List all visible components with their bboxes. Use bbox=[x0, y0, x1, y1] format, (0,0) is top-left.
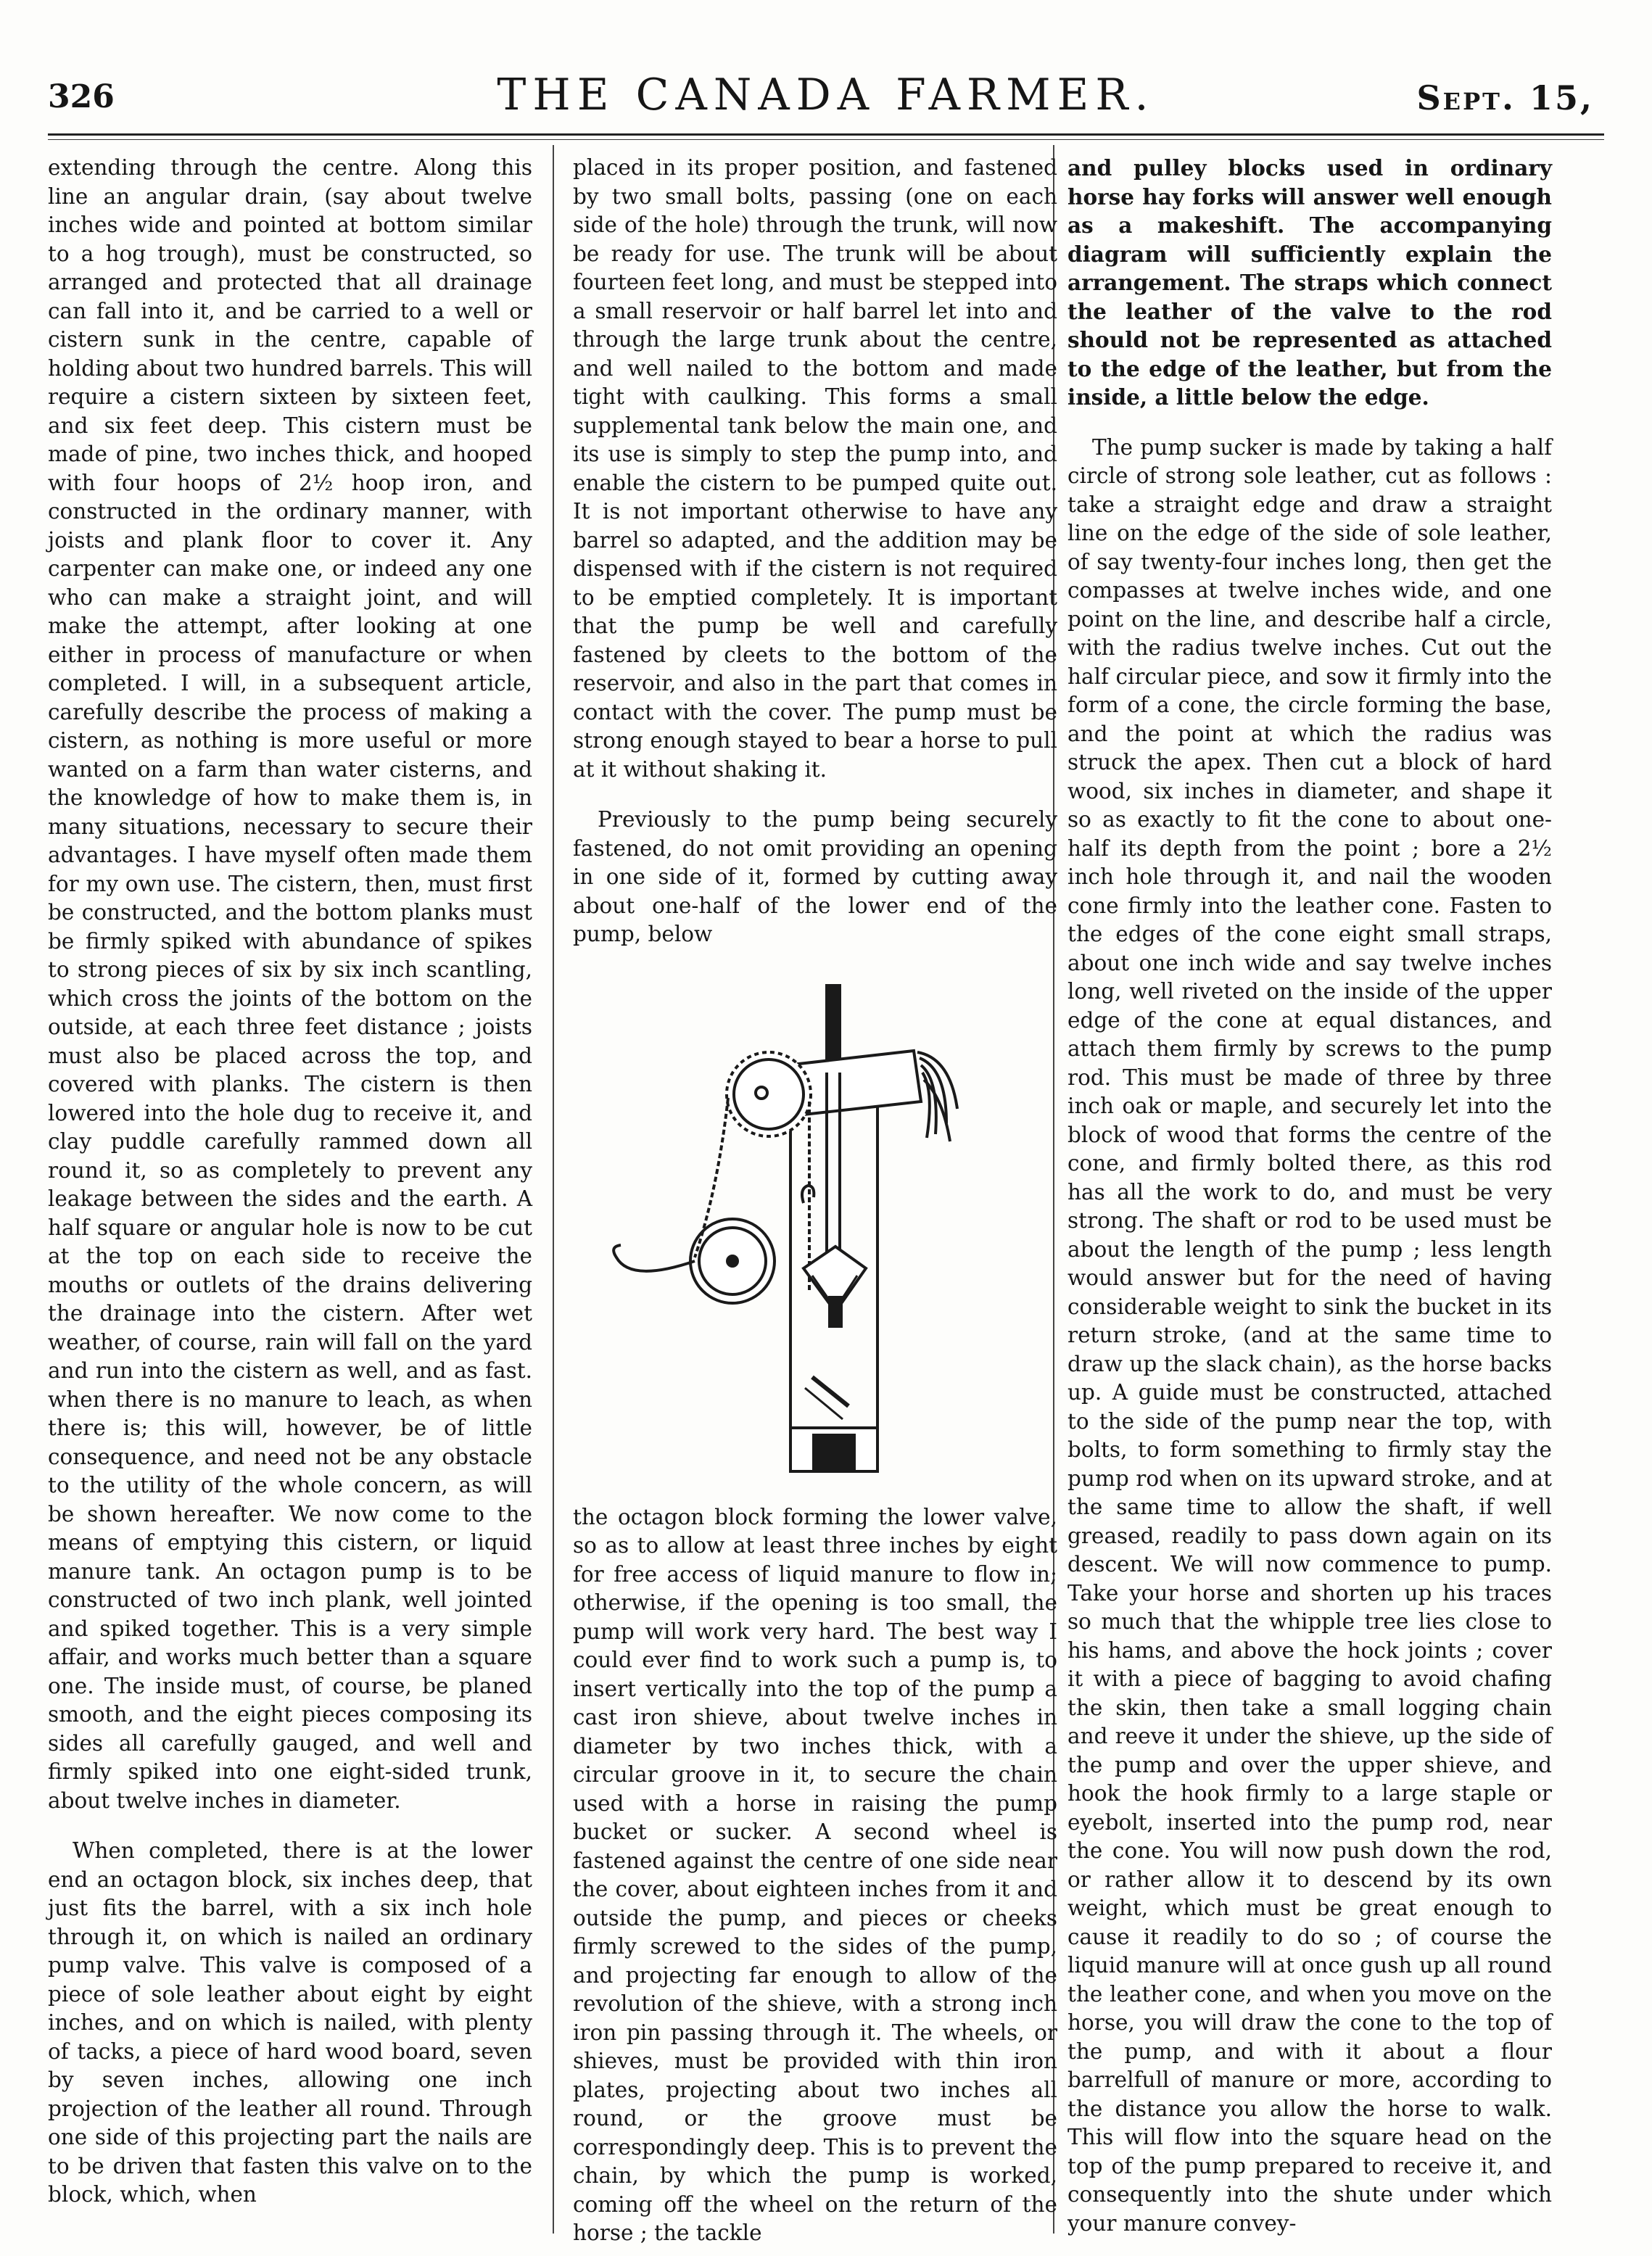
page-header bbox=[0, 70, 1652, 128]
header-rule-thin bbox=[48, 139, 1604, 140]
article-column-1 bbox=[48, 154, 532, 2231]
issue-date: Sept. 15, bbox=[1416, 78, 1594, 117]
article-paragraph: The pump sucker is made by taking a half circle of strong sole leather, cut as follows : take a straight edge and draw a straight line on the edge of the side of sole leather, of say twenty-four inches long, then get the compasses at twelve inches wide, and one point on the line, and describe half a circle, with the radius twelve inches. Cut out the half circular piece, and sow it firmly into the form of a cone, the circle forming the base, and the point at which the radius was struck the apex. Then cut a block of hard wood, six inches in diameter, and shape it so as exactly to fit the cone to about one-half its depth from the point ; bore a 2½ inch hole through it, and nail the wooden cone firmly into the leather cone. Fasten to the edges of the cone eight small straps, about one inch wide and say twelve inches long, well riveted on the inside of the upper edge of the cone at equal distances, and attach them firmly by screws to the pump rod. This must be made of three by three inch oak or maple, and securely let into the block of wood that forms the centre of the cone, and firmly bolted there, as this rod has all the work to do, and must be very strong. The shaft or rod to be used must be about the length of the pump ; less length would answer but for the need of having considerable weight to sink the bucket in its return stroke, (and at the same time to draw up the slack chain), as the horse backs up. A guide must be constructed, attached to the side of the pump near the top, with bolts, to form something to firmly stay the pump rod when on its upward stroke, and at the same time to allow the shaft, if well greased, readily to pass down again on its descent. We will now commence to pump. Take your horse and shorten up his traces so much that the whipple tree lies close to his hams, and above the hock joints ; cover it with a piece of bagging to avoid chafing the skin, then take a small logging chain and reeve it under the shieve, up the side of the pump and over the upper shieve, and hook the hook firmly to a large staple or eyebolt, inserted into the pump rod, near the cone. You will now push down the rod, or rather allow it to descend by its own weight, which must be great enough to cause it readily to do so ; of course the liquid manure will at once gush up all round the leather cone, and when you move on the horse, you will draw the cone to the top of the pump, and with it about a flour barrelfull of manure or more, according to the distance you allow the horse to walk. This will flow into the square head on the top of the pump prepared to receive it, and consequently into the shute under which your manure convey- bbox=[1067, 434, 1552, 2236]
article-paragraph: and pulley blocks used in ordinary horse hay forks will answer well enough as a makeshift. The accompanying diagram will sufficiently explain the arrangement. The straps which connect the leather of the valve to the rod should not be represented as attached to the edge of the leather, but from the inside, a little below the edge. bbox=[1067, 155, 1552, 410]
article-paragraph: Previously to the pump being securely fastened, do not omit providing an opening in one side of it, formed by cutting away about one-half of the lower end of the pump, below bbox=[573, 807, 1057, 946]
header-rule bbox=[48, 133, 1604, 136]
article-paragraph: placed in its proper position, and fastened by two small bolts, passing (one on each side of the hole) through the trunk, will now be ready for use. The trunk will be about fourteen feet long, and must be stepped into a small reservoir or half barrel let into and through the large trunk about the centre, and well nailed to the bottom and made tight with caulking. This forms a small supplemental tank below the main one, and its use is simply to step the pump into, and enable the cistern to be pumped quite out. It is not important otherwise to have any barrel so adapted, and the addition may be dispensed with if the cistern is not required to be emptied completely. It is important that the pump be well and carefully fastened by cleets to the bottom of the reservoir, and also in the part that comes in contact with the cover. The pump must be strong enough stayed to bear a horse to pull at it without shaking it. bbox=[573, 155, 1057, 782]
cone-block bbox=[830, 1297, 841, 1326]
article-paragraph: When completed, there is at the lower end an octagon block, six inches deep, that just fits the barrel, with a six inch hole through it, on which is nailed an ordinary pump valve. This valve is composed of a piece of sole leather about eight by eight inches, and on which is nailed, with plenty of tacks, a piece of hard wood board, seven by seven inches, allowing one inch projection of the leather all round. Through one side of this projecting part the nails are to be driven that fasten this valve on to the block, which, when bbox=[48, 1838, 532, 2207]
pump-diagram-figure bbox=[573, 971, 1057, 1493]
lower-shieve-axle bbox=[727, 1256, 738, 1266]
valve-hole bbox=[814, 1435, 854, 1470]
article-paragraph: extending through the centre. Along this line an angular drain, (say about twelve inches wide and pointed at bottom similar to a hog trough), must be constructed, so arranged and protected that all drainage can fall into it, and be carried to a well or cistern sunk in the centre, capable of holding about two hundred barrels. This will require a cistern sixteen by sixteen feet, and six feet deep. This cistern must be made of pine, two inches thick, and hooped with four hoops of 2½ hoop iron, and constructed in the ordinary manner, with joists and plank floor to cover it. Any carpenter can make one, or indeed any one who can make a straight joint, and will make the attempt, after looking at one either in process of manufacture or when completed. I will, in a subsequent article, carefully describe the process of making a cistern, as nothing is more useful or more wanted on a farm than water cisterns, and the knowledge of how to make them is, in many situations, necessary to secure their advantages. I have myself often made them for my own use. The cistern, then, must first be constructed, and the bottom planks must be firmly spiked with abundance of spikes to strong pieces of six by six inch scantling, which cross the joints of the bottom on the outside, at each three feet distance ; joists must also be placed across the top, and covered with planks. The cistern is then lowered into the hole dug to receive it, and clay puddle carefully rammed down all round it, so as completely to prevent any leakage between the sides and the earth. A half square or angular hole is now to be cut at the top on each side to receive the mouths or outlets of the drains delivering the drainage into the cistern. After wet weather, of course, rain will fall on the yard and run into the cistern as well, and as fast. when there is no manure to leach, as when there is; this will, however, be of little consequence, and need not be any obstacle to the utility of the whole concern, as will be shown hereafter. We now come to the means of emptying this cistern, or liquid manure tank. An octagon pump is to be constructed of two inch plank, well jointed and spiked together. This is a very simple affair, and works much better than a square one. The inside must, of course, be planed smooth, and the eight pieces composing its sides all carefully gauged, and well and firmly spiked into one eight-sided trunk, about twelve inches in diameter. bbox=[48, 155, 532, 1813]
pump-diagram bbox=[573, 971, 1057, 1493]
upper-shieve bbox=[727, 1052, 811, 1136]
column-divider bbox=[553, 145, 554, 2234]
article-column-2 bbox=[573, 154, 1057, 2256]
lower-valve-leather bbox=[805, 1388, 843, 1419]
article-column-3 bbox=[1067, 154, 1552, 2256]
spout-fringe bbox=[917, 1052, 957, 1141]
lower-valve-flap bbox=[812, 1377, 848, 1406]
masthead-title: THE CANADA FARMER. bbox=[497, 70, 1155, 120]
article-paragraph: the octagon block forming the lower valve, so as to allow at least three inches by eight for free access of liquid manure to flow in; otherwise, if the opening is too small, the pump will work very hard. The best way I could ever find to work such a pump is, to insert vertically into the top of the pump a cast iron shieve, about twelve inches in diameter by two inches thick, with a circular groove in it, to secure the chain used with a horse in raising the pump bucket or sucker. A second wheel is fastened against the centre of one side near the cover, about eighteen inches from it and outside the pump, and pieces or cheeks firmly screwed to the sides of the pump, and projecting far enough to allow of the revolution of the shieve, with a strong inch iron pin passing through it. The wheels, or shieves, must be provided with thin iron plates, projecting about two inches all round, or the groove must be correspondingly deep. This is to prevent the chain, by which the pump is worked, coming off the wheel on the return of the horse ; the tackle bbox=[573, 1504, 1057, 2245]
page-number: 326 bbox=[48, 78, 115, 115]
chain-end-hook bbox=[614, 1245, 695, 1271]
